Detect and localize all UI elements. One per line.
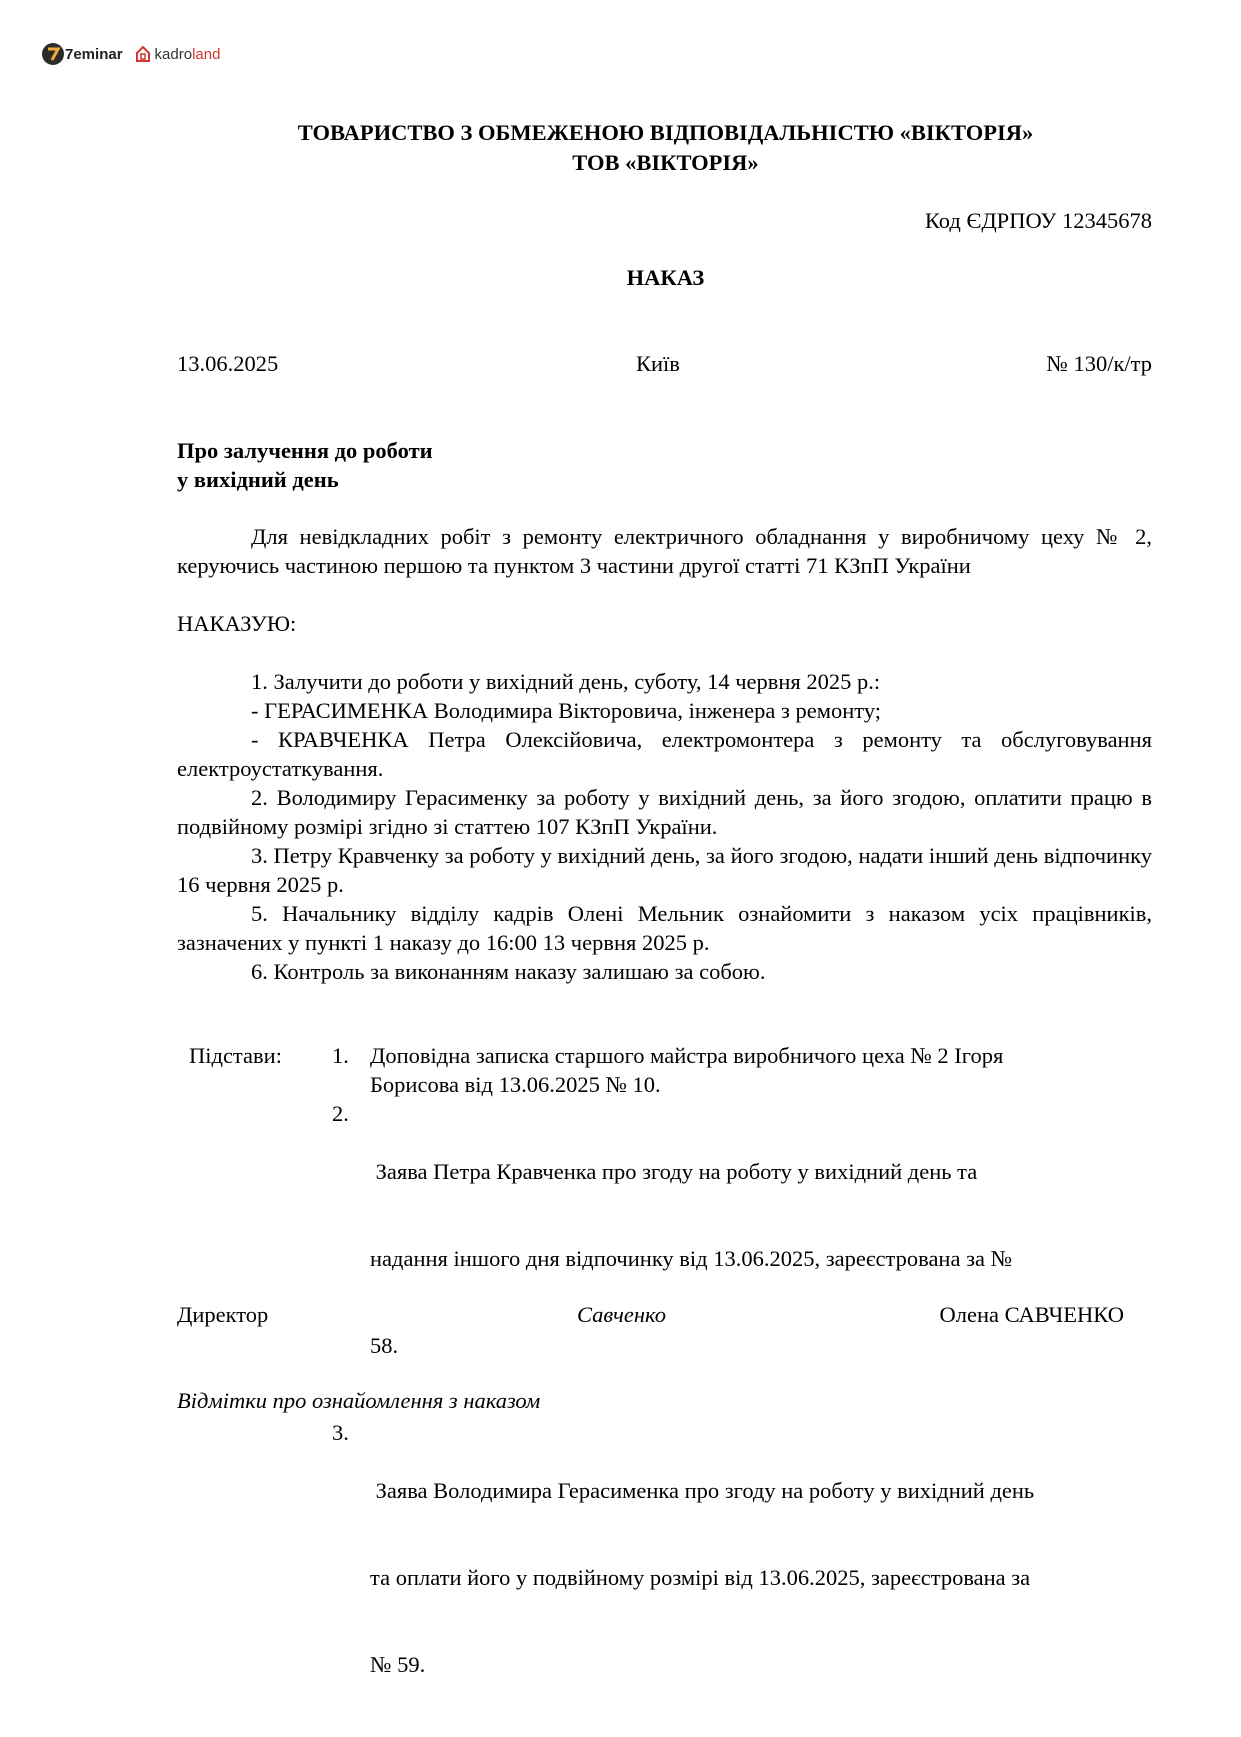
kadroland-logo (135, 40, 221, 69)
order-word: НАКАЗУЮ: (177, 611, 297, 636)
edrpou-code: Код ЄДРПОУ 12345678 (924, 208, 1152, 233)
preamble-paragraph: Для невідкладних робіт з ремонту електричного обладнання у виробничому цеху № 2, керуючись частиною першою та пунктом 3 частини другої статті 71 КЗпП України (177, 524, 1152, 578)
order-number: № 130/к/тр (1046, 351, 1152, 376)
order-items (177, 667, 1152, 986)
grounds-list-item (332, 1418, 1132, 1737)
company-full-name: ТОВАРИСТВО З ОБМЕЖЕНОЮ ВІДПОВІДАЛЬНІСТЮ «ВІКТОРІЯ» (297, 120, 1034, 145)
order-item: - ГЕРАСИМЕНКА Володимира Вікторовича, інженера з ремонту; (251, 698, 882, 723)
order-item: 3. Петру Кравченку за роботу у вихідний день, за його згодою, надати інший день відпочинку 16 червня 2025 р. (177, 843, 1152, 897)
acknowledgement-heading: Відмітки про ознайомлення з наказом (177, 1388, 541, 1413)
grounds-item-text (370, 1041, 1003, 1099)
grounds-item-number: 3. (332, 1420, 349, 1445)
grounds-item-line: № 59. (370, 1652, 426, 1677)
grounds-item-number: 2. (332, 1101, 349, 1126)
grounds-item-line: Заява Петра Кравченка про згоду на роботу у вихідний день та (370, 1159, 978, 1184)
order-item: 6. Контроль за виконанням наказу залишаю за собою. (251, 959, 766, 984)
seminar-logo-icon (42, 43, 64, 65)
order-date: 13.06.2025 (177, 351, 279, 376)
grounds-label: Підстави: (189, 1043, 282, 1068)
order-item: 5. Начальнику відділу кадрів Олені Мельник ознайомити з наказом усіх працівників, зазначених у пункті 1 наказу до 16:00 13 червня 2025 р. (177, 901, 1152, 955)
signature: Савченко (577, 1302, 666, 1327)
grounds-item-line: Борисова від 13.06.2025 № 10. (370, 1072, 661, 1097)
order-subject-line-2: у вихідний день (177, 467, 339, 492)
order-item: 1. Залучити до роботи у вихідний день, суботу, 14 червня 2025 р.: (251, 669, 881, 694)
grounds-list-item (332, 1041, 1132, 1099)
order-item: - КРАВЧЕНКА Петра Олексійовича, електромонтера з ремонту та обслуговування електроустаткування. (177, 727, 1152, 781)
company-short-name: ТОВ «ВІКТОРІЯ» (572, 150, 759, 175)
order-subject-line-1: Про залучення до роботи (177, 438, 433, 463)
grounds-item-line: надання іншого дня відпочинку від 13.06.2025, зареєстрована за № (370, 1246, 1013, 1271)
grounds-item-text (370, 1099, 1012, 1418)
grounds-item-line: Заява Володимира Герасименка про згоду на роботу у вихідний день (370, 1478, 1035, 1503)
grounds-item-text (370, 1418, 1034, 1737)
signatory-position: Директор (177, 1302, 269, 1327)
order-city: Київ (636, 351, 680, 376)
document-type: НАКАЗ (626, 265, 705, 290)
kadroland-logo-text-b: land (192, 45, 221, 63)
seminar-logo-text: 7eminar (65, 45, 123, 63)
kadroland-logo-text-a: kadro (154, 45, 193, 63)
seminar-logo (42, 40, 123, 69)
grounds-item-line: та оплати його у подвійному розмірі від 13.06.2025, зареєстрована за (370, 1565, 1031, 1590)
header-logos (42, 38, 220, 70)
grounds-item-line: 58. (370, 1333, 399, 1358)
grounds-item-number: 1. (332, 1043, 349, 1068)
order-item: 2. Володимиру Герасименку за роботу у вихідний день, за його згодою, оплатити працю в подвійному розмірі згідно зі статтею 107 КЗпП України. (177, 785, 1152, 839)
grounds-list-item (332, 1099, 1132, 1418)
signatory-name: Олена САВЧЕНКО (939, 1302, 1124, 1327)
grounds-item-line: Доповідна записка старшого майстра виробничого цеха № 2 Ігоря (370, 1043, 1004, 1068)
kadroland-house-icon (135, 45, 151, 63)
